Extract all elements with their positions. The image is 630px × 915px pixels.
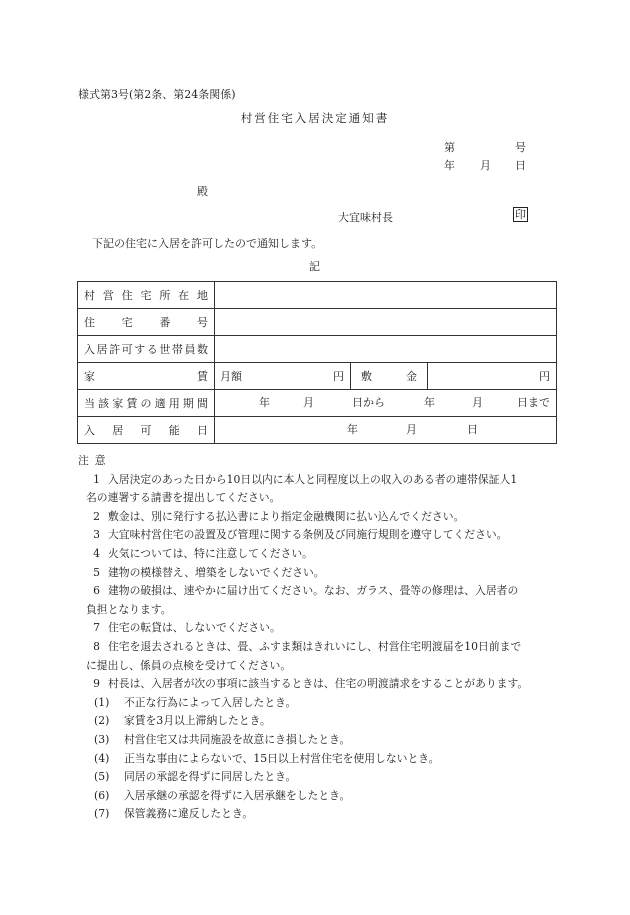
households-value: [215, 336, 557, 363]
period-label: 当該家賃の適用期間: [78, 390, 215, 417]
number-suffix: 号: [515, 141, 526, 154]
move-in-label: 入居可能日: [78, 417, 215, 444]
note-subitem: (5) 同居の承認を得ずに同居したとき。: [94, 770, 297, 784]
intro-text: 下記の住宅に入居を許可したので通知します。: [92, 237, 323, 250]
note-item: 9 村長は、入居者が次の事項に該当するときは、住宅の明渡請求をすることがあります。: [93, 677, 529, 691]
date-month-label: 月: [480, 159, 491, 172]
document-title: 村営住宅入居決定通知書: [240, 111, 390, 125]
note-item: 4 火気については、特に注意してください。: [93, 546, 313, 560]
note-item-continuation: 負担となります。: [86, 602, 172, 616]
number-prefix: 第: [444, 141, 455, 154]
note-item-continuation: 名の連署する請書を提出してください。: [86, 491, 281, 505]
deposit-yen-unit: 円: [539, 370, 550, 383]
location-label: 村営住宅所在地: [78, 282, 215, 309]
note-subitem: (6) 入居承継の承認を得ずに入居承継をしたとき。: [94, 788, 351, 802]
note-item-continuation: に提出し、係員の点検を受けてください。: [86, 658, 292, 672]
table-row: [78, 417, 557, 444]
note-subitem: (1) 不正な行為によって入居したとき。: [94, 695, 297, 709]
table-row: [78, 390, 557, 417]
note-item: 5 建物の模様替え、増築をしないでください。: [93, 565, 325, 579]
issuer-name: 大宜味村長: [338, 211, 393, 224]
rent-value-cell: [215, 363, 557, 390]
period-value: 年 月 日から 年 月 日まで: [215, 390, 557, 417]
date-day-label: 日: [515, 159, 526, 172]
notes-section: [78, 452, 558, 824]
note-item: 8 住宅を退去されるときは、畳、ふすま類はきれいにし、村営住宅明渡届を10日前まで: [93, 639, 522, 653]
note-subitem: (3) 村営住宅又は共同施設を故意にき損したとき。: [94, 732, 351, 746]
note-item: 3 大宜味村営住宅の設置及び管理に関する条例及び同施行規則を遵守してください。: [93, 528, 508, 542]
date-year-label: 年: [444, 159, 455, 172]
notes-heading: 注意: [78, 454, 112, 467]
table-row: [78, 282, 557, 309]
note-item: 2 敷金は、別に発行する払込書により指定金融機関に払い込んでください。: [93, 509, 465, 523]
housing-info-table: [77, 281, 557, 444]
seal-mark: 印: [515, 208, 526, 221]
deposit-label: 敷金: [361, 370, 417, 383]
note-subitem: (2) 家賃を3月以上滞納したとき。: [94, 714, 271, 728]
addressee-suffix: 殿: [197, 185, 208, 198]
note-item: 6 建物の破損は、速やかに届け出てください。なお、ガラス、畳等の修理は、入居者の: [93, 584, 519, 598]
location-value: [215, 282, 557, 309]
households-label: 入居許可する世帯員数: [78, 336, 215, 363]
table-row: [78, 363, 557, 390]
table-row: [78, 309, 557, 336]
house-number-label: 住宅番号: [78, 309, 215, 336]
form-number: 様式第3号(第2条、第24条関係): [78, 88, 236, 101]
note-subitem: (7) 保管義務に違反したとき。: [94, 807, 254, 821]
note-item: 1 入居決定のあった日から10日以内に本人と同程度以上の収入のある者の連帯保証人1: [93, 472, 518, 486]
note-subitem: (4) 正当な事由によらないで、15日以上村営住宅を使用しないとき。: [94, 751, 440, 765]
house-number-value: [215, 309, 557, 336]
ki-heading: 記: [309, 260, 320, 273]
note-item: 7 住宅の転貸は、しないでください。: [93, 621, 281, 635]
table-row: [78, 336, 557, 363]
rent-yen-unit: 円: [333, 370, 344, 383]
rent-monthly-label: 月額: [220, 370, 242, 383]
move-in-value: 年 月 日: [215, 417, 557, 444]
rent-label: 家賃: [78, 363, 215, 390]
